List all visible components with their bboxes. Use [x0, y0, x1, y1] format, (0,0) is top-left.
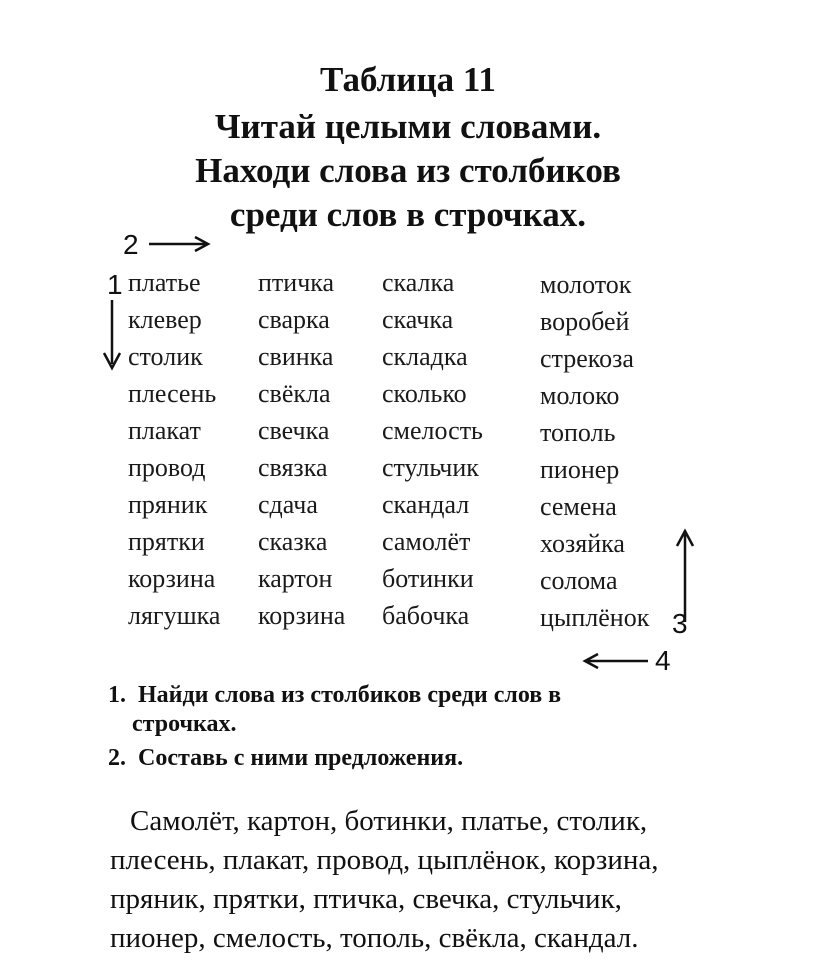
paragraph-line: пионер, смелость, тополь, свёкла, скандал. — [110, 922, 639, 954]
word-cell: птичка — [258, 268, 335, 297]
word-cell: цыплёнок — [540, 603, 650, 632]
word-cell: тополь — [540, 418, 616, 447]
direction-label-1: 1 — [107, 269, 123, 300]
word-cell: лягушка — [128, 601, 221, 630]
instruction-number: 2. — [108, 745, 126, 771]
word-cell: корзина — [128, 564, 216, 593]
word-cell: семена — [540, 492, 617, 521]
word-cell: плакат — [128, 416, 201, 445]
word-cell: свечка — [258, 416, 330, 445]
word-cell: самолёт — [382, 527, 471, 556]
word-cell: корзина — [258, 601, 346, 630]
word-cell: бабочка — [382, 601, 470, 630]
word-cell: складка — [382, 342, 468, 371]
instruction-1-continuation: строчках. — [132, 711, 237, 737]
instruction-1 — [108, 683, 561, 707]
instruction-2 — [108, 746, 463, 770]
word-cell: сказка — [258, 527, 328, 556]
word-cell: скачка — [382, 305, 454, 334]
word-cell: ботинки — [382, 564, 474, 593]
word-cell: смелость — [382, 416, 483, 445]
arrow-left-icon — [580, 651, 652, 671]
direction-label-2: 2 — [123, 229, 139, 260]
paragraph-line: плесень, плакат, провод, цыплёнок, корзина, — [110, 844, 659, 876]
word-cell: пионер — [540, 455, 620, 484]
word-cell: прятки — [128, 527, 205, 556]
word-cell: связка — [258, 453, 328, 482]
direction-label-3: 3 — [672, 608, 688, 639]
instruction-text: Найди слова из столбиков среди слов в — [138, 682, 562, 708]
word-cell: свёкла — [258, 379, 331, 408]
arrow-down-icon — [101, 298, 123, 373]
word-cell: сдача — [258, 490, 318, 519]
word-cell: хозяйка — [540, 529, 625, 558]
word-cell: стульчик — [382, 453, 479, 482]
word-cell: сварка — [258, 305, 330, 334]
word-cell: провод — [128, 453, 206, 482]
word-cell: скалка — [382, 268, 455, 297]
word-cell: клевер — [128, 305, 202, 334]
word-cell: стрекоза — [540, 344, 634, 373]
word-cell: солома — [540, 566, 618, 595]
table-title: Таблица 11 — [320, 60, 496, 99]
instruction-text: Составь с ними предложения. — [138, 745, 464, 771]
direction-label-4: 4 — [655, 645, 671, 676]
word-cell: плесень — [128, 379, 217, 408]
word-cell: платье — [128, 268, 201, 297]
word-cell: воробей — [540, 307, 630, 336]
word-cell: молоко — [540, 381, 620, 410]
word-cell: скандал — [382, 490, 470, 519]
word-cell: сколько — [382, 379, 467, 408]
instruction-number: 1. — [108, 682, 126, 708]
word-cell: молоток — [540, 270, 632, 299]
word-cell: свинка — [258, 342, 334, 371]
paragraph-line: пряник, прятки, птичка, свечка, стульчик, — [110, 883, 622, 915]
subtitle-line-2: Находи слова из столбиков — [195, 151, 621, 190]
subtitle-line-3: среди слов в строчках. — [229, 195, 587, 234]
subtitle-line-1: Читай целыми словами. — [214, 107, 602, 146]
word-cell: картон — [258, 564, 333, 593]
word-cell: столик — [128, 342, 203, 371]
arrow-right-icon — [147, 234, 213, 254]
word-cell: пряник — [128, 490, 208, 519]
paragraph-line: Самолёт, картон, ботинки, платье, столик, — [130, 805, 648, 837]
